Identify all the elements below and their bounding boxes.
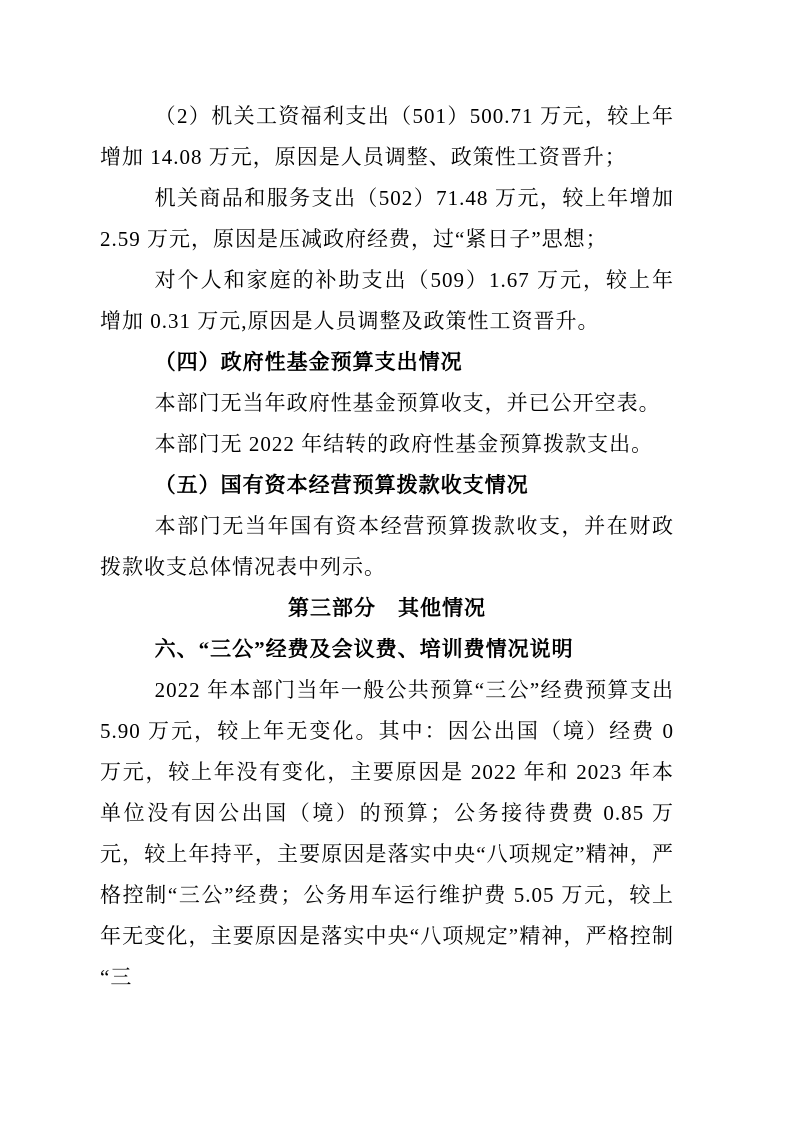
part-heading: 第三部分 其他情况 <box>288 596 486 620</box>
subsection-heading: （四）政府性基金预算支出情况 <box>154 350 463 374</box>
subsection-heading: （五）国有资本经营预算拨款收支情况 <box>154 473 529 497</box>
subsection-heading: 六、“三公”经费及会议费、培训费情况说明 <box>154 637 574 661</box>
paragraph: 本部门无当年政府性基金预算收支，并已公开空表。 <box>154 391 661 415</box>
paragraph: （2）机关工资福利支出（501）500.71 万元，较上年增加 14.08 万元，原因是人员调整、政策性工资晋升； <box>100 104 674 169</box>
document-content <box>100 96 674 998</box>
paragraph: 本部门无当年国有资本经营预算拨款收支，并在财政拨款收支总体情况表中列示。 <box>100 514 674 579</box>
paragraph: 对个人和家庭的补助支出（509）1.67 万元，较上年增加 0.31 万元,原因是人员调整及政策性工资晋升。 <box>100 268 674 333</box>
paragraph: 本部门无 2022 年结转的政府性基金预算拨款支出。 <box>154 432 654 456</box>
paragraph: 2022 年本部门当年一般公共预算“三公”经费预算支出 5.90 万元，较上年无变化。其中：因公出国（境）经费 0 万元，较上年没有变化，主要原因是 2022 年和 2023 年本单位没有因公出国（境）的预算；公务接待费费 0.85 万元，较上年持平，主要原因是落实中央“八项规定”精神，严格控制“三公”经费；公务用车运行维护费 5.05 万元，较上年无变化，主要原因是落实中央“八项规定”精神，严格控制“三 <box>100 678 674 989</box>
paragraph: 机关商品和服务支出（502）71.48 万元，较上年增加 2.59 万元，原因是压减政府经费，过“紧日子”思想； <box>100 186 674 251</box>
